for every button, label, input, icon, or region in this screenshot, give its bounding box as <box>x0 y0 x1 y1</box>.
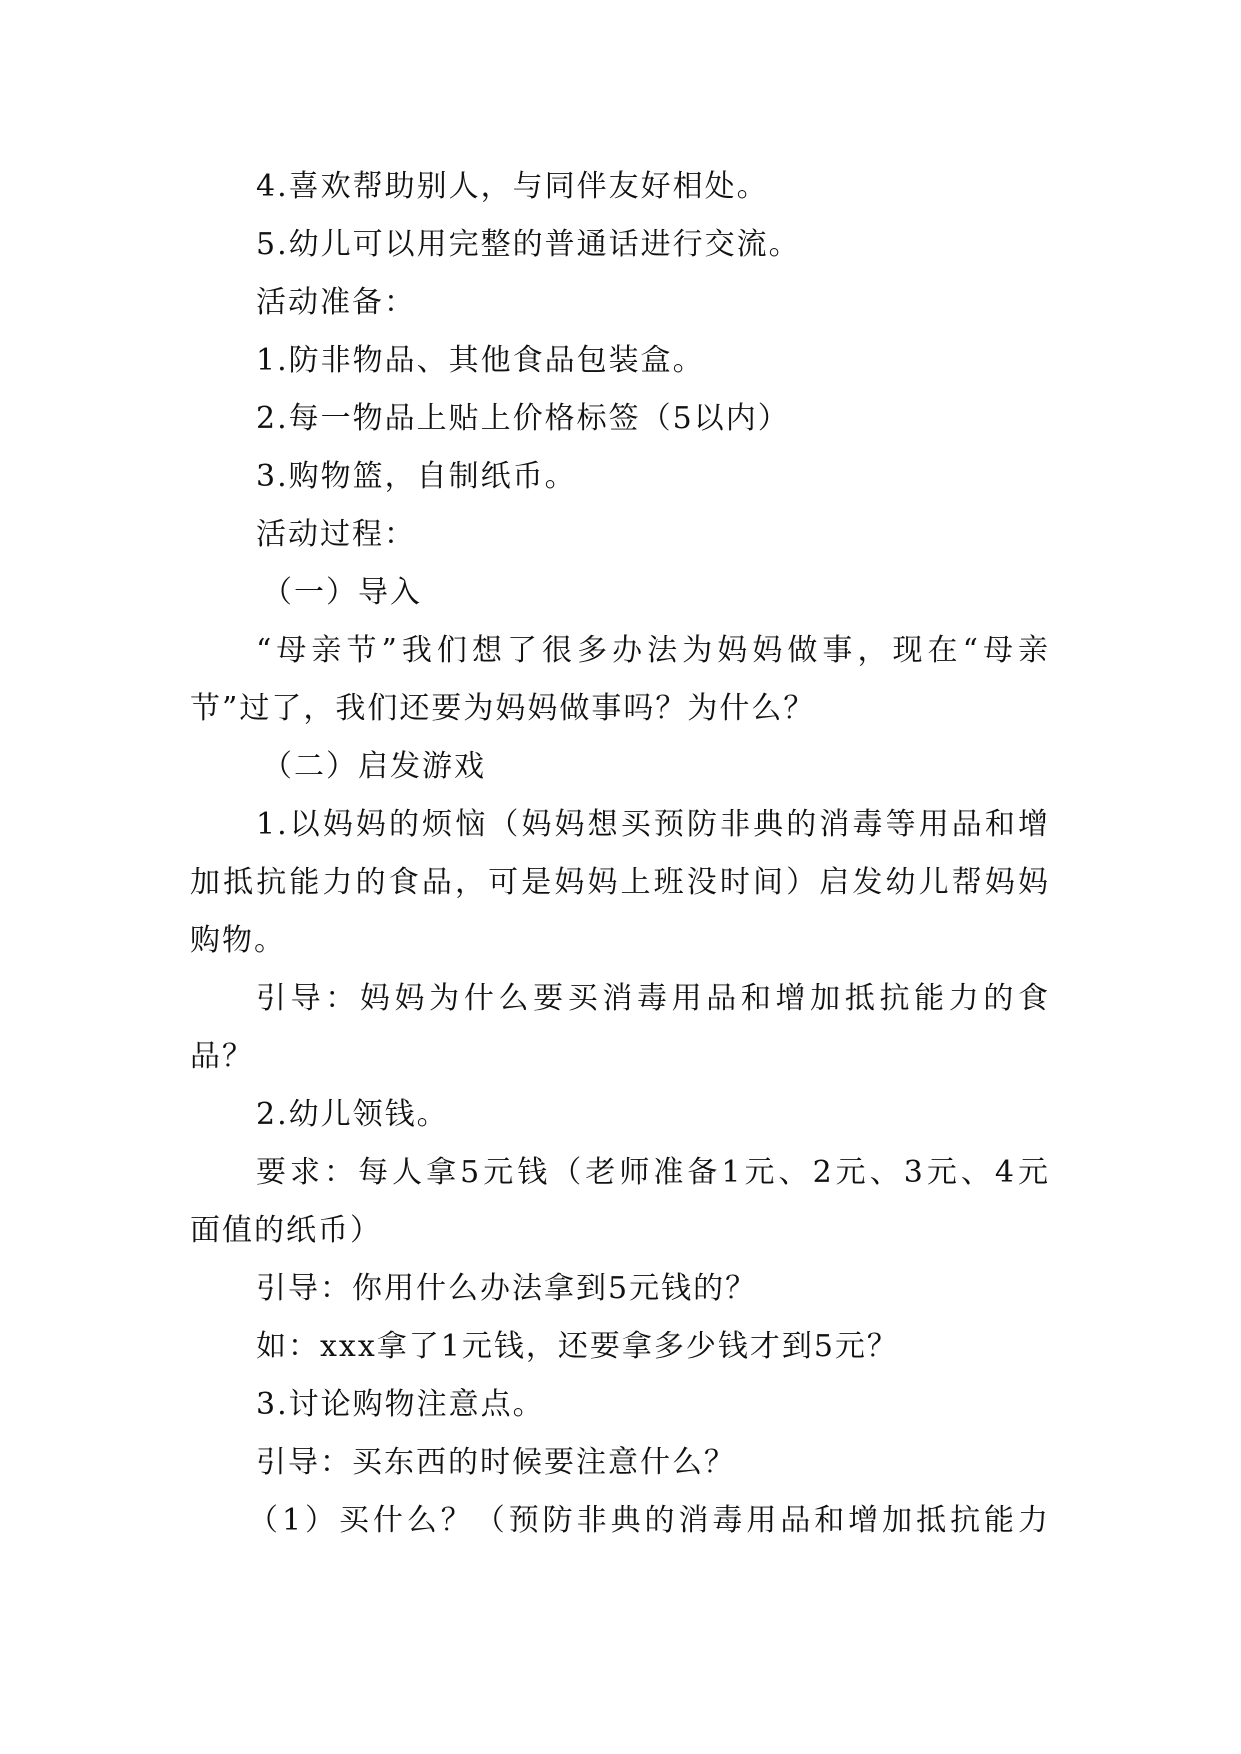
paragraph-line: 要求：每人拿5元钱（老师准备1元、2元、3元、4元 <box>256 1155 1050 1190</box>
subsection-heading: （一）导入 <box>262 575 422 610</box>
paragraph-line: 1.防非物品、其他食品包装盒。 <box>256 343 705 378</box>
paragraph-line: 5.幼儿可以用完整的普通话进行交流。 <box>256 227 801 262</box>
paragraph-line: 节”过了，我们还要为妈妈做事吗？为什么？ <box>190 691 816 726</box>
paragraph-line: 3.购物篮，自制纸币。 <box>256 459 577 494</box>
paragraph-line: （1）买什么？（预防非典的消毒用品和增加抵抗能力 <box>248 1503 1050 1538</box>
paragraph-line: 4.喜欢帮助别人，与同伴友好相处。 <box>256 169 769 204</box>
paragraph-line: “母亲节”我们想了很多办法为妈妈做事，现在“母亲 <box>256 633 1050 668</box>
subsection-heading: （二）启发游戏 <box>262 749 486 784</box>
paragraph-line: 面值的纸币） <box>190 1213 382 1248</box>
paragraph-line: 加抵抗能力的食品，可是妈妈上班没时间）启发幼儿帮妈妈 <box>190 865 1050 900</box>
document-body <box>190 158 1050 1550</box>
section-heading: 活动过程： <box>256 517 416 552</box>
paragraph-line: 引导：妈妈为什么要买消毒用品和增加抵抗能力的食 <box>256 981 1050 1016</box>
paragraph-line: 3.讨论购物注意点。 <box>256 1387 545 1422</box>
paragraph-line: 2.幼儿领钱。 <box>256 1097 449 1132</box>
paragraph-line: 引导：买东西的时候要注意什么？ <box>256 1445 736 1480</box>
paragraph-line: 引导：你用什么办法拿到5元钱的？ <box>256 1271 758 1306</box>
paragraph-line: 如：xxx拿了1元钱，还要拿多少钱才到5元？ <box>256 1329 899 1364</box>
paragraph-line: 购物。 <box>190 923 286 958</box>
paragraph-line: 2.每一物品上贴上价格标签（5以内） <box>256 401 790 436</box>
section-heading: 活动准备： <box>256 285 416 320</box>
paragraph-line: 品？ <box>190 1039 254 1074</box>
paragraph-line: 1.以妈妈的烦恼（妈妈想买预防非典的消毒等用品和增 <box>256 807 1050 842</box>
